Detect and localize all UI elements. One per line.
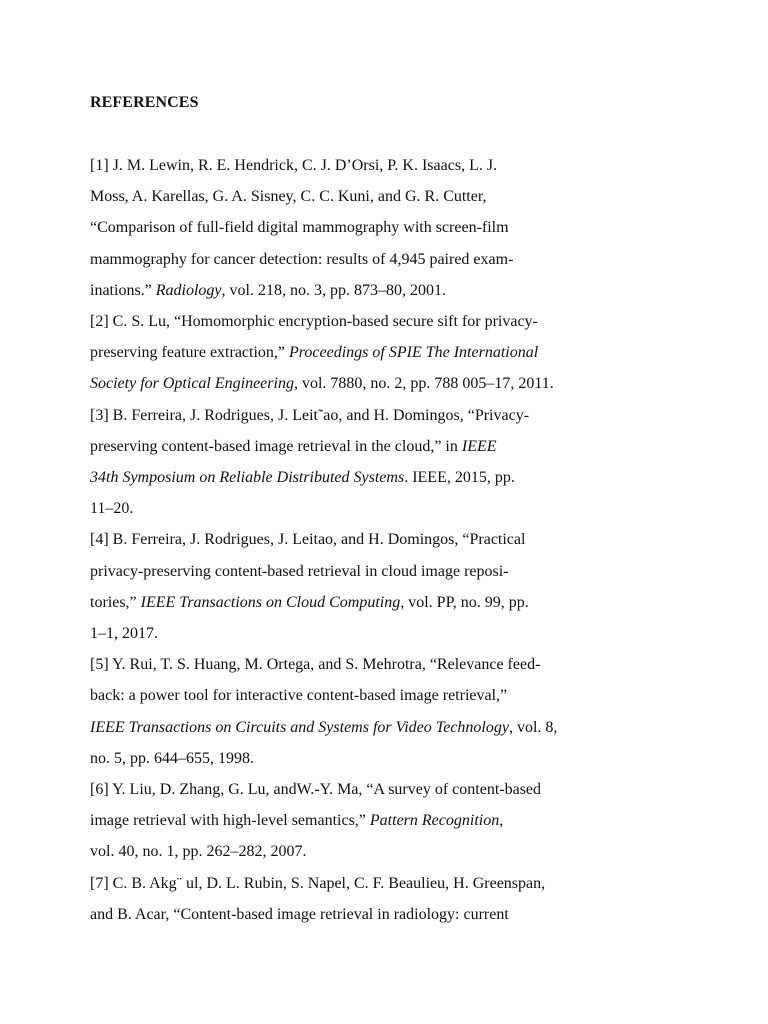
reference-text: image retrieval with high-level semantics,” xyxy=(90,812,370,830)
reference-line xyxy=(90,343,538,363)
reference-line xyxy=(90,624,158,644)
reference-line xyxy=(90,281,446,301)
reference-line xyxy=(90,406,529,426)
reference-text: and B. Acar, “Content-based image retrieval in radiology: current xyxy=(90,905,509,923)
reference-text: [6] Y. Liu, D. Zhang, G. Lu, andW.-Y. Ma, “A survey of content-based xyxy=(90,781,542,798)
reference-text: [5] Y. Rui, T. S. Huang, M. Ortega, and S. Mehrotra, “Relevance feed- xyxy=(90,656,541,674)
reference-italic-text: Society for Optical Engineering xyxy=(90,375,294,393)
reference-line xyxy=(90,530,525,550)
reference-line xyxy=(90,780,541,800)
reference-text: 1–1, 2017. xyxy=(90,625,158,642)
reference-italic-text: IEEE Transactions on Cloud Computing xyxy=(140,593,401,611)
reference-text: 11–20. xyxy=(90,500,134,518)
reference-line xyxy=(90,905,509,925)
reference-line xyxy=(90,250,513,270)
reference-line xyxy=(90,437,497,457)
reference-line xyxy=(90,686,507,706)
reference-line xyxy=(90,593,529,613)
reference-italic-text: Pattern Recognition xyxy=(369,812,500,830)
reference-text: “Comparison of full-field digital mammography with screen-film xyxy=(90,219,509,237)
reference-text: mammography for cancer detection: results of 4,945 paired exam- xyxy=(90,250,514,268)
reference-text: . IEEE, 2015, pp. xyxy=(404,469,515,486)
reference-italic-text: 34th Symposium on Reliable Distributed Systems xyxy=(90,469,405,486)
reference-text: [7] C. B. Akg¨ ul, D. L. Rubin, S. Napel, C. F. Beaulieu, H. Greenspan, xyxy=(90,874,546,892)
reference-line xyxy=(90,874,545,894)
reference-text: preserving content-based image retrieval in the cloud,” in xyxy=(90,437,462,455)
reference-text: , vol. 218, no. 3, pp. 873–80, 2001. xyxy=(221,281,446,299)
reference-text: inations.” xyxy=(90,281,156,299)
reference-line xyxy=(90,749,254,769)
reference-line xyxy=(90,374,554,394)
reference-line xyxy=(90,187,487,207)
reference-italic-text: IEEE xyxy=(461,437,497,455)
reference-text: , vol. 8, xyxy=(508,718,558,736)
reference-text: , vol. 7880, no. 2, pp. 788 005–17, 2011. xyxy=(293,375,554,393)
reference-line xyxy=(90,811,503,831)
reference-text: preserving feature extraction,” xyxy=(90,344,290,362)
reference-text: Moss, A. Karellas, G. A. Sisney, C. C. Kuni, and G. R. Cutter, xyxy=(90,188,487,206)
reference-text: privacy-preserving content-based retrieval in cloud image reposi- xyxy=(90,562,509,580)
reference-line xyxy=(90,842,306,862)
references-heading: REFERENCES xyxy=(90,94,199,111)
reference-text: [3] B. Ferreira, J. Rodrigues, J. Leit˜ao, and H. Domingos, “Privacy- xyxy=(90,406,530,424)
reference-italic-text: Radiology xyxy=(155,281,222,299)
reference-text: [4] B. Ferreira, J. Rodrigues, J. Leitao, and H. Domingos, “Practical xyxy=(90,531,526,549)
reference-line xyxy=(90,562,509,582)
reference-text: , xyxy=(499,812,504,830)
reference-text: [1] J. M. Lewin, R. E. Hendrick, C. J. D’Orsi, P. K. Isaacs, L. J. xyxy=(90,157,498,174)
reference-line xyxy=(90,718,557,738)
reference-line xyxy=(90,218,509,238)
reference-text: no. 5, pp. 644–655, 1998. xyxy=(90,749,254,767)
reference-text: vol. 40, no. 1, pp. 262–282, 2007. xyxy=(90,843,307,861)
reference-text: [2] C. S. Lu, “Homomorphic encryption-based secure sift for privacy- xyxy=(90,313,538,330)
reference-line xyxy=(90,655,540,675)
reference-line xyxy=(90,468,515,488)
reference-text: back: a power tool for interactive content-based image retrieval,” xyxy=(90,687,508,705)
reference-italic-text: IEEE Transactions on Circuits and Systems for Video Technology xyxy=(90,718,509,736)
reference-text: tories,” xyxy=(90,593,141,611)
reference-line xyxy=(90,156,497,176)
reference-text: , vol. PP, no. 99, pp. xyxy=(400,593,529,611)
reference-italic-text: Proceedings of SPIE The International xyxy=(289,344,539,362)
reference-line xyxy=(90,499,133,519)
reference-line xyxy=(90,312,538,332)
